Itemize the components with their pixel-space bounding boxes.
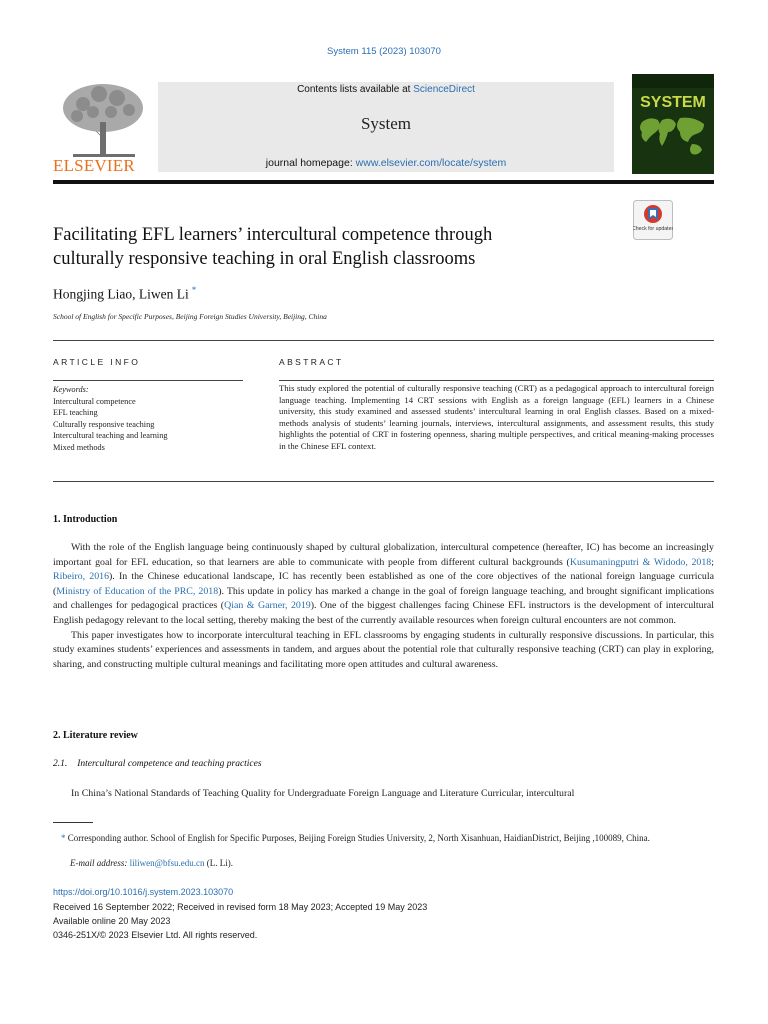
author-list [53,285,196,303]
subsection-heading [53,759,262,769]
doi-link[interactable]: https://doi.org/10.1016/j.system.2023.103070 [53,887,234,897]
title-line-2: culturally responsive teaching in oral English classrooms [53,249,476,269]
corresponding-author-footnote [53,832,714,846]
keyword-item: Culturally responsive teaching [53,419,155,429]
keyword-item: Mixed methods [53,442,105,452]
text-run: ). One of the biggest challenges facing Chinese EFL instructors is the development of intercultural English pedagogy relevant to the local setting, thereby making the best of the currently available resources when foreign cultural encounters are not common. [53,600,714,626]
contents-prefix: Contents lists available at [297,84,414,95]
divider [53,481,714,482]
subsection-number: 2.1. [53,759,68,769]
footnote-text: Corresponding author. School of English for Specific Purposes, Beijing Foreign Studies University, 2, North Xisanhuan, HaidianDistrict, Beijing ,100089, China. [65,833,650,843]
homepage-line [158,157,614,169]
citation-link[interactable]: Ribeiro, 2016 [53,571,110,583]
keyword-item: EFL teaching [53,408,98,418]
abstract-heading: ABSTRACT [279,357,344,367]
keywords-block [53,384,168,454]
email-label: E-mail address: [70,858,128,868]
citation-link[interactable]: Ministry of Education of the PRC, 2018 [56,585,219,597]
text-run: ; [711,556,714,568]
paragraph: This paper investigates how to incorporate intercultural teaching in EFL classrooms by engaging students in culturally responsive discussions. In particular, this study examines students’ experiences and assessments in tandem, and argues about the potential role that culturally responsive teaching (CRT) can play in exploring, sharing, and constructing multiple cultural meanings and facilitating more open attitudes and cultural awareness. [53,629,714,670]
homepage-prefix: journal homepage: [265,157,356,169]
keywords-label: Keywords: [53,385,89,394]
elsevier-tree-icon [53,78,165,174]
journal-name: System [360,114,412,133]
footnote-rule [53,822,93,823]
paragraph [53,541,714,629]
text-run: ). In the Chinese educational landscape, IC has recently been established as one of the core objectives of the national foreign language curricula ( [53,571,715,597]
cover-art [632,74,714,174]
elsevier-logo[interactable] [53,78,165,174]
article-info-rule [53,380,243,381]
check-for-updates-badge[interactable] [633,200,673,240]
publication-dates [53,901,427,942]
title-line-1: Facilitating EFL learners’ intercultural competence through [53,225,493,245]
contents-line [158,84,614,95]
text-run: ). This update in policy has marked a change in the goal of foreign language teaching, and brought significant implications and challenges for pedagogical practices ( [53,585,714,612]
keyword-item: Intercultural competence [53,396,136,406]
paragraph: In China’s National Standards of Teaching Quality for Undergraduate Foreign Language and Literature Curricular, intercultural [71,788,575,799]
affiliation: School of English for Specific Purposes, Beijing Foreign Studies University, Beijing, China [53,312,327,321]
email-link[interactable]: liliwen@bfsu.edu.cn [129,858,205,868]
copyright-line: 0346-251X/© 2023 Elsevier Ltd. All rights reserved. [53,929,258,940]
footnote-mark[interactable]: * [61,833,66,843]
citation-link[interactable]: Qian & Garner, 2019 [224,600,311,612]
section-heading-introduction: 1. Introduction [53,514,118,525]
homepage-link[interactable]: www.elsevier.com/locate/system [355,157,507,169]
author-names: Hongjing Liao, Liwen Li [53,286,189,302]
introduction-body [53,541,714,672]
article-info-heading: ARTICLE INFO [53,357,141,367]
text-run: With the role of the English language being continuously shaped by cultural globalization, intercultural competence (hereafter, IC) has become an increasingly important goal for EFL education, so that learners are able to communicate with people from different cultural backgrounds ( [53,542,714,568]
journal-cover-image[interactable] [632,74,714,174]
subsection-title: Intercultural competence and teaching practices [77,759,262,769]
available-online: Available online 20 May 2023 [53,915,171,926]
journal-citation[interactable]: System 115 (2023) 103070 [327,46,441,57]
article-title [53,223,613,271]
section-heading-literature-review: 2. Literature review [53,730,138,741]
divider [53,340,714,341]
citation-link[interactable]: Kusumaningputri & Widodo, 2018 [569,556,712,568]
abstract-rule [279,380,714,381]
keyword-item: Intercultural teaching and learning [53,431,168,441]
publisher-wordmark: ELSEVIER [53,156,135,174]
header-rule [53,180,714,184]
received-dates: Received 16 September 2022; Received in revised form 18 May 2023; Accepted 19 May 2023 [53,902,428,912]
abstract-text: This study explored the potential of culturally responsive teaching (CRT) as a pedagogical approach to intercultural foreign language teaching. Implementing 14 CRT sessions with English as a foreign language (EFL) learners in a Chinese university, this study examined and assessed students’ intercultural learning in oral English classes. Based on a mixed-methods analysis of students’ learning journals, interviews, intercultural assignments, and assessment results, this study highlights the potential of CRT in fostering openness, sharing multiple perspectives, and critical meaning-making processes in the Chinese EFL context. [279,383,714,451]
cover-title: SYSTEM [640,94,706,111]
sciencedirect-link[interactable]: ScienceDirect [413,84,475,95]
crossmark-label: Check for updates [633,226,673,232]
crossmark-icon [633,200,673,240]
email-footnote [70,858,233,868]
email-suffix: (L. Li). [204,858,233,868]
corresponding-author-mark[interactable]: * [191,285,197,295]
